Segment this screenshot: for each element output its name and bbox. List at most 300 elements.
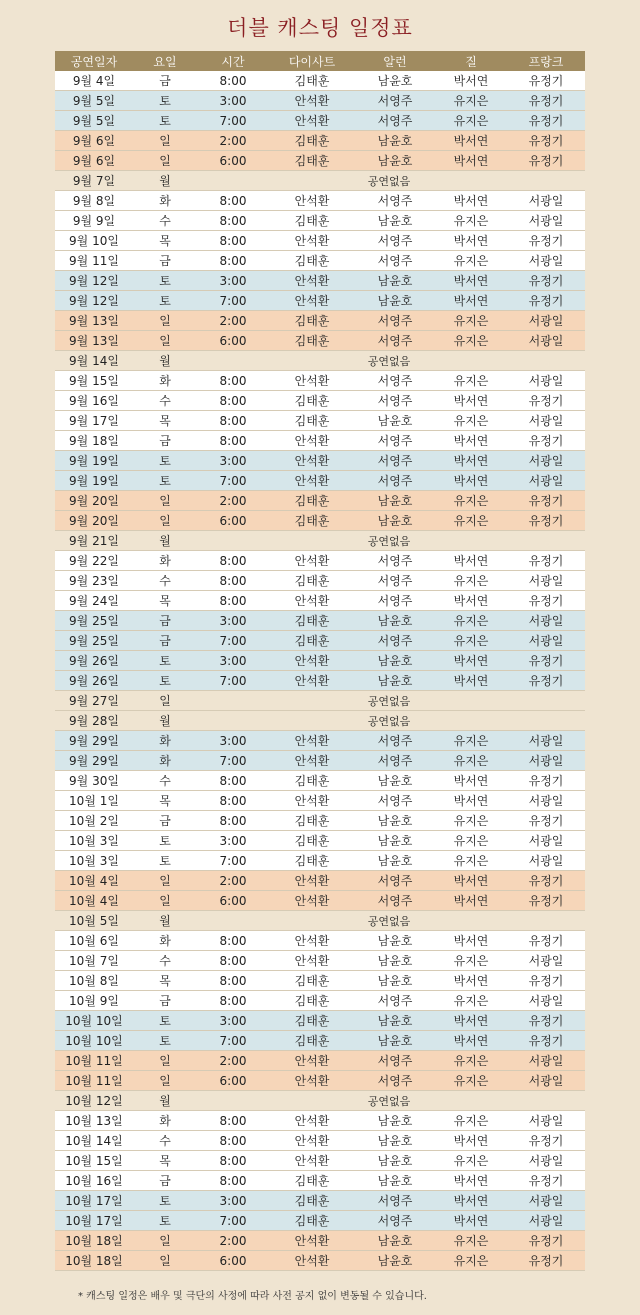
cell-day: 토 [159,294,171,308]
cell-time: 8:00 [219,973,247,988]
table-row [55,451,585,471]
cell-dysart: 김태훈 [294,854,330,868]
cell-jill: 박서연 [453,554,489,568]
cell-day: 일 [159,1074,171,1088]
cell-time: 8:00 [219,393,247,408]
cell-frank: 서광일 [528,834,564,848]
table-row [55,431,585,451]
cell-frank: 서광일 [528,1074,564,1088]
table-row-no-show [55,1091,585,1111]
cell-dysart: 안석환 [294,374,330,388]
cell-time: 8:00 [219,593,247,608]
cell-alan: 서영주 [377,454,413,468]
cell-time: 2:00 [219,1233,247,1248]
cell-day: 일 [159,154,171,168]
cell-date: 9월 8일 [72,194,116,208]
table-row [55,771,585,791]
cell-day: 토 [159,1214,171,1228]
table-row [55,411,585,431]
cell-dysart: 안석환 [294,594,330,608]
cell-alan: 남윤호 [377,1254,413,1268]
cell-day: 토 [159,474,171,488]
cell-day: 월 [159,534,171,548]
cell-alan: 남윤호 [377,674,413,688]
cell-date: 9월 19일 [69,454,119,468]
cell-day: 수 [159,214,171,228]
cell-jill: 유지은 [453,814,489,828]
table-row-no-show [55,691,585,711]
cell-date: 10월 11일 [65,1074,123,1088]
cell-time: 8:00 [219,1153,247,1168]
cell-time: 6:00 [219,153,247,168]
cell-alan: 남윤호 [377,934,413,948]
header-date: 공연일자 [70,54,118,69]
cell-alan: 남윤호 [377,134,413,148]
cell-date: 9월 28일 [69,714,119,728]
cell-alan: 서영주 [377,94,413,108]
cell-day: 일 [159,1234,171,1248]
cell-dysart: 김태훈 [294,334,330,348]
table-row [55,871,585,891]
cell-time: 3:00 [219,93,247,108]
cell-day: 화 [159,754,171,768]
table-row [55,251,585,271]
cell-frank: 유정기 [528,294,564,308]
cell-time: 7:00 [219,753,247,768]
cell-frank: 서광일 [528,794,564,808]
table-row [55,1131,585,1151]
cell-jill: 유지은 [453,994,489,1008]
cell-date: 9월 4일 [72,74,116,88]
cell-day: 금 [159,434,171,448]
cell-jill: 유지은 [453,374,489,388]
cell-frank: 서광일 [528,314,564,328]
cell-frank: 유정기 [528,1014,564,1028]
cell-frank: 서광일 [528,334,564,348]
cell-dysart: 김태훈 [294,494,330,508]
cell-day: 토 [159,94,171,108]
cell-date: 10월 17일 [65,1214,123,1228]
cell-time: 2:00 [219,493,247,508]
cell-day: 토 [159,854,171,868]
cell-time: 8:00 [219,553,247,568]
cell-day: 일 [159,494,171,508]
cell-frank: 서광일 [528,474,564,488]
table-row [55,811,585,831]
cell-date: 9월 7일 [72,174,116,188]
cell-dysart: 김태훈 [294,1174,330,1188]
cell-dysart: 안석환 [294,234,330,248]
cell-alan: 남윤호 [377,774,413,788]
table-row [55,571,585,591]
table-row [55,1211,585,1231]
table-row [55,1251,585,1271]
cell-jill: 박서연 [453,934,489,948]
cell-frank: 서광일 [528,734,564,748]
cell-dysart: 김태훈 [294,774,330,788]
header-day: 요일 [153,54,177,69]
cell-alan: 남윤호 [377,74,413,88]
table-row [55,1031,585,1051]
table-row [55,971,585,991]
cell-day: 월 [159,354,171,368]
cell-time: 8:00 [219,233,247,248]
cell-frank: 서광일 [528,374,564,388]
cell-dysart: 안석환 [294,1074,330,1088]
cell-day: 일 [159,1254,171,1268]
cell-day: 화 [159,554,171,568]
cell-jill: 유지은 [453,254,489,268]
cell-date: 9월 29일 [69,734,119,748]
cell-alan: 서영주 [377,394,413,408]
cell-frank: 유정기 [528,974,564,988]
header-time: 시간 [221,54,245,69]
cell-date: 9월 6일 [72,154,116,168]
cell-dysart: 김태훈 [294,814,330,828]
table-row [55,331,585,351]
cell-frank: 서광일 [528,1194,564,1208]
cell-alan: 남윤호 [377,1134,413,1148]
cell-day: 화 [159,374,171,388]
cell-time: 8:00 [219,813,247,828]
cell-alan: 서영주 [377,234,413,248]
cell-date: 9월 20일 [69,514,119,528]
cell-dysart: 안석환 [294,1054,330,1068]
cell-dysart: 안석환 [294,1254,330,1268]
cell-dysart: 김태훈 [294,394,330,408]
cell-alan: 서영주 [377,314,413,328]
cell-frank: 유정기 [528,134,564,148]
cell-dysart: 김태훈 [294,214,330,228]
cell-dysart: 안석환 [294,874,330,888]
cell-date: 10월 3일 [69,834,119,848]
cell-time: 8:00 [219,1113,247,1128]
cell-alan: 서영주 [377,554,413,568]
cell-date: 10월 18일 [65,1234,123,1248]
cell-alan: 서영주 [377,1214,413,1228]
table-row [55,651,585,671]
cell-day: 일 [159,334,171,348]
cell-time: 3:00 [219,653,247,668]
cell-frank: 서광일 [528,754,564,768]
table-row [55,271,585,291]
cell-date: 10월 12일 [65,1094,123,1108]
cell-dysart: 안석환 [294,434,330,448]
no-show-label: 공연없음 [367,354,411,368]
cell-day: 월 [159,1094,171,1108]
table-row [55,211,585,231]
cell-time: 8:00 [219,73,247,88]
table-row [55,371,585,391]
cell-time: 8:00 [219,573,247,588]
cell-frank: 유정기 [528,1034,564,1048]
table-row [55,591,585,611]
cell-time: 8:00 [219,793,247,808]
cell-date: 9월 30일 [69,774,119,788]
cell-dysart: 안석환 [294,1114,330,1128]
cell-dysart: 안석환 [294,934,330,948]
table-row-no-show [55,531,585,551]
cell-frank: 서광일 [528,1114,564,1128]
cell-frank: 유정기 [528,674,564,688]
cell-day: 토 [159,1194,171,1208]
cell-date: 9월 21일 [69,534,119,548]
cell-alan: 서영주 [377,1194,413,1208]
cell-alan: 남윤호 [377,1034,413,1048]
cell-dysart: 김태훈 [294,514,330,528]
cell-jill: 박서연 [453,674,489,688]
cell-day: 수 [159,574,171,588]
cell-alan: 남윤호 [377,1174,413,1188]
no-show-label: 공연없음 [367,694,411,708]
cell-dysart: 안석환 [294,194,330,208]
cell-date: 10월 10일 [65,1034,123,1048]
cell-jill: 박서연 [453,474,489,488]
cell-jill: 유지은 [453,1114,489,1128]
cell-alan: 서영주 [377,1054,413,1068]
cell-date: 10월 11일 [65,1054,123,1068]
cell-day: 수 [159,954,171,968]
cell-time: 8:00 [219,413,247,428]
table-row [55,991,585,1011]
cell-date: 9월 29일 [69,754,119,768]
cell-date: 9월 18일 [69,434,119,448]
cell-dysart: 안석환 [294,94,330,108]
cell-dysart: 김태훈 [294,634,330,648]
cell-date: 9월 23일 [69,574,119,588]
cell-dysart: 안석환 [294,1234,330,1248]
table-row-no-show [55,171,585,191]
cell-jill: 유지은 [453,834,489,848]
cell-frank: 서광일 [528,454,564,468]
table-row [55,791,585,811]
cell-jill: 박서연 [453,74,489,88]
cell-date: 10월 2일 [69,814,119,828]
cell-jill: 유지은 [453,954,489,968]
cell-alan: 서영주 [377,794,413,808]
cell-jill: 박서연 [453,654,489,668]
cell-day: 토 [159,114,171,128]
cell-jill: 박서연 [453,1014,489,1028]
cell-date: 10월 7일 [69,954,119,968]
cell-date: 10월 4일 [69,894,119,908]
cell-date: 10월 1일 [69,794,119,808]
cell-jill: 박서연 [453,974,489,988]
cell-frank: 유정기 [528,1254,564,1268]
cell-date: 9월 6일 [72,134,116,148]
cell-alan: 서영주 [377,434,413,448]
cell-dysart: 김태훈 [294,1014,330,1028]
cell-jill: 박서연 [453,794,489,808]
cell-jill: 유지은 [453,574,489,588]
cell-time: 3:00 [219,833,247,848]
cell-frank: 유정기 [528,494,564,508]
cell-time: 8:00 [219,933,247,948]
table-row [55,231,585,251]
cell-date: 10월 15일 [65,1154,123,1168]
cell-alan: 서영주 [377,254,413,268]
cell-dysart: 김태훈 [294,414,330,428]
cell-frank: 유정기 [528,874,564,888]
cell-frank: 유정기 [528,74,564,88]
cell-alan: 남윤호 [377,294,413,308]
table-row [55,931,585,951]
table-row [55,471,585,491]
table-row [55,851,585,871]
cell-time: 8:00 [219,373,247,388]
cell-time: 8:00 [219,953,247,968]
cell-day: 토 [159,674,171,688]
cell-alan: 남윤호 [377,214,413,228]
no-show-label: 공연없음 [367,914,411,928]
cell-date: 10월 8일 [69,974,119,988]
cell-day: 월 [159,714,171,728]
cell-day: 목 [159,414,171,428]
cell-time: 8:00 [219,433,247,448]
table-row [55,751,585,771]
cell-alan: 서영주 [377,114,413,128]
cell-time: 8:00 [219,993,247,1008]
cell-dysart: 김태훈 [294,74,330,88]
cell-alan: 남윤호 [377,154,413,168]
cell-alan: 남윤호 [377,854,413,868]
cell-alan: 남윤호 [377,954,413,968]
cell-jill: 박서연 [453,294,489,308]
table-row [55,951,585,971]
cell-time: 6:00 [219,1073,247,1088]
cell-jill: 박서연 [453,1214,489,1228]
cell-day: 토 [159,834,171,848]
table-row [55,91,585,111]
cell-date: 9월 22일 [69,554,119,568]
cell-time: 3:00 [219,613,247,628]
cell-jill: 유지은 [453,314,489,328]
table-row [55,291,585,311]
table-row [55,71,585,91]
header-alan: 알런 [383,54,407,69]
cell-day: 월 [159,174,171,188]
cell-date: 10월 14일 [65,1134,123,1148]
cell-dysart: 김태훈 [294,254,330,268]
cell-time: 7:00 [219,473,247,488]
cell-dysart: 김태훈 [294,1034,330,1048]
cell-day: 일 [159,894,171,908]
cell-jill: 박서연 [453,274,489,288]
cell-frank: 서광일 [528,1054,564,1068]
cell-alan: 남윤호 [377,834,413,848]
cell-dysart: 안석환 [294,654,330,668]
cell-alan: 남윤호 [377,614,413,628]
table-row [55,731,585,751]
cell-day: 일 [159,314,171,328]
cell-time: 8:00 [219,193,247,208]
cell-time: 2:00 [219,1053,247,1068]
table-row [55,391,585,411]
cell-frank: 유정기 [528,234,564,248]
cell-alan: 남윤호 [377,654,413,668]
cell-frank: 유정기 [528,1134,564,1148]
table-row [55,611,585,631]
cell-frank: 유정기 [528,1174,564,1188]
cell-day: 수 [159,774,171,788]
cell-time: 3:00 [219,273,247,288]
cell-alan: 서영주 [377,574,413,588]
cell-jill: 유지은 [453,114,489,128]
schedule-table [55,51,585,1271]
table-row [55,311,585,331]
cell-time: 2:00 [219,873,247,888]
cell-frank: 서광일 [528,414,564,428]
cell-jill: 박서연 [453,774,489,788]
footnote: * 캐스팅 일정은 배우 및 극단의 사정에 따라 사전 공지 없이 변동될 수 있습니다. [78,1291,427,1302]
cell-jill: 박서연 [453,394,489,408]
table-row [55,1071,585,1091]
cell-date: 9월 11일 [69,254,119,268]
cell-alan: 서영주 [377,474,413,488]
cell-jill: 유지은 [453,734,489,748]
cell-day: 화 [159,934,171,948]
cell-frank: 유정기 [528,934,564,948]
cell-date: 10월 4일 [69,874,119,888]
cell-date: 9월 16일 [69,394,119,408]
cell-day: 토 [159,454,171,468]
table-row [55,111,585,131]
table-row-no-show [55,711,585,731]
cell-date: 10월 3일 [69,854,119,868]
cell-alan: 서영주 [377,754,413,768]
table-row [55,1231,585,1251]
cell-time: 8:00 [219,213,247,228]
cell-day: 토 [159,274,171,288]
cell-date: 10월 10일 [65,1014,123,1028]
cell-alan: 남윤호 [377,974,413,988]
cell-alan: 남윤호 [377,1154,413,1168]
cell-time: 7:00 [219,853,247,868]
cell-day: 일 [159,694,171,708]
cell-frank: 유정기 [528,654,564,668]
cell-day: 일 [159,874,171,888]
cell-jill: 유지은 [453,1054,489,1068]
cell-frank: 서광일 [528,994,564,1008]
page-title: 더블 캐스팅 일정표 [227,16,413,40]
cell-day: 금 [159,994,171,1008]
cell-frank: 유정기 [528,94,564,108]
cell-frank: 유정기 [528,894,564,908]
cell-date: 10월 17일 [65,1194,123,1208]
cell-dysart: 안석환 [294,894,330,908]
cell-dysart: 김태훈 [294,1194,330,1208]
no-show-label: 공연없음 [367,534,411,548]
cell-day: 화 [159,1114,171,1128]
table-row [55,551,585,571]
cell-alan: 남윤호 [377,1014,413,1028]
cell-frank: 유정기 [528,814,564,828]
cell-date: 9월 5일 [72,114,116,128]
cell-date: 9월 10일 [69,234,119,248]
cell-dysart: 안석환 [294,734,330,748]
cell-jill: 유지은 [453,94,489,108]
cell-frank: 서광일 [528,1214,564,1228]
cell-dysart: 안석환 [294,954,330,968]
cell-frank: 서광일 [528,954,564,968]
cell-frank: 유정기 [528,394,564,408]
cell-frank: 서광일 [528,194,564,208]
cell-dysart: 안석환 [294,1134,330,1148]
table-row-no-show [55,911,585,931]
cell-jill: 유지은 [453,1254,489,1268]
cell-alan: 서영주 [377,894,413,908]
cell-frank: 유정기 [528,434,564,448]
